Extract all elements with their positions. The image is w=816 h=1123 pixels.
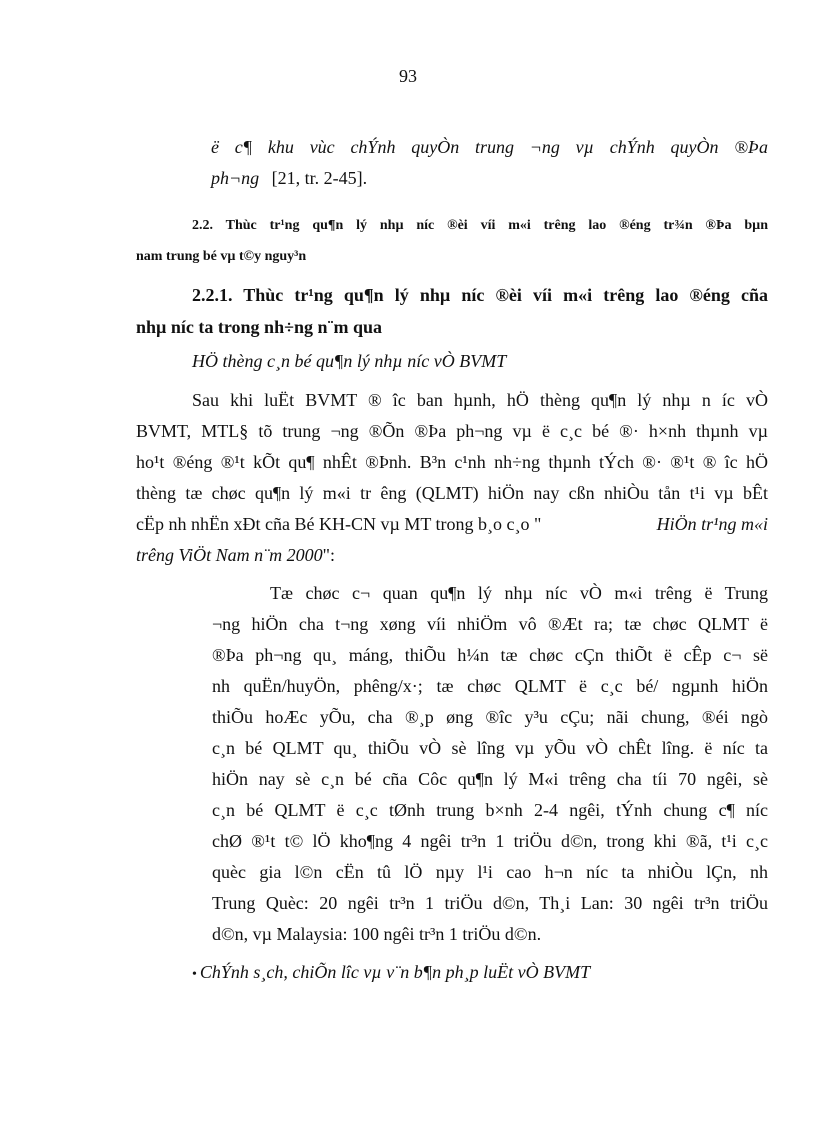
body-line-1: Sau khi luËt BVMT ® îc ban hµnh, hÖ thèng qu¶n lý nhµ n íc vÒ xyxy=(192,390,768,410)
quote-line-11: Trung Quèc: 20 ngêi tr³n 1 triÖu d©n, Th¸i Lan: 30 ngêi tr³n triÖu xyxy=(212,893,768,913)
report-title-part-2: trêng ViÖt Nam n¨m 2000 xyxy=(136,545,323,565)
intro-line-2-text: ph¬ng xyxy=(211,168,260,188)
subsection-heading-line-1: 2.2.1. Thùc tr¹ng qu¶n lý nhµ níc ®èi víi m«i trêng lao ®éng cña xyxy=(192,285,768,305)
citation: [21, tr. 2-45]. xyxy=(271,168,368,188)
quote-line-4: nh quËn/huyÖn, phêng/x·; tæ chøc QLMT ë c¸c bé/ ngµnh hiÖn xyxy=(212,676,768,696)
report-title-part-1: HiÖn tr¹ng m«i xyxy=(656,514,768,534)
body-line-6 xyxy=(136,545,335,566)
body-line-3: ho¹t ®éng ®¹t kÕt qu¶ nhÊt ®Þnh. B³n c¹nh nh÷ng thµnh tÝch ®· ®¹t ® îc hÖ xyxy=(136,452,768,472)
bullet-item xyxy=(192,962,590,983)
subsection-subtitle: HÖ thèng c¸n bé qu¶n lý nhµ níc vÒ BVMT xyxy=(192,351,507,371)
intro-line-1: ë c¶ khu vùc chÝnh quyÒn trung ¬ng vµ chÝnh quyÒn ®Þa xyxy=(211,137,768,157)
page-number: 93 xyxy=(399,66,417,86)
quote-line-9: chØ ®¹t t© lÖ kho¶ng 4 ngêi tr³n 1 triÖu d©n, trong khi ®ã, t¹i c¸c xyxy=(212,831,768,851)
body-line-5-text: cËp nh nhËn xÐt cña Bé KH-CN vµ MT trong b¸o c¸o " xyxy=(136,514,542,534)
subsection-heading-line-2: nhµ níc ta trong nh÷ng n¨m qua xyxy=(136,317,382,337)
quote-line-1: Tæ chøc c¬ quan qu¶n lý nhµ níc vÒ m«i trêng ë Trung xyxy=(270,583,768,603)
quote-line-3: ®Þa ph¬ng qu¸ máng, thiÕu h¼n tæ chøc cÇn thiÕt ë cÊp c¬ së xyxy=(212,645,768,665)
quote-line-10: quèc gia l©n cËn tû lÖ nµy l¹i cao h¬n níc ta nhiÒu lÇn, nh xyxy=(212,862,768,882)
bullet-label: ChÝnh s¸ch, chiÕn lîc vµ v¨n b¶n ph¸p luËt vÒ BVMT xyxy=(199,962,591,982)
quote-line-5: thiÕu hoÆc yÕu, cha ®¸p øng ®îc y³u cÇu; nãi chung, ®éi ngò xyxy=(212,707,768,727)
intro-line-2 xyxy=(211,168,367,189)
body-line-2: BVMT, MTL§ tõ trung ¬ng ®Õn ®Þa ph¬ng vµ ë c¸c bé ®· h×nh thµnh vµ xyxy=(136,421,768,441)
section-heading-line-1: 2.2. Thùc tr¹ng qu¶n lý nhµ níc ®èi víi m«i trêng lao ®éng tr¾n ®Þa bµn xyxy=(192,218,768,233)
body-line-5 xyxy=(136,514,768,535)
quote-line-12: d©n, vµ Malaysia: 100 ngêi tr³n 1 triÖu d©n. xyxy=(212,924,542,944)
quote-line-6: c¸n bé QLMT qu¸ thiÕu vÒ sè lîng vµ yÕu vÒ chÊt lîng. ë níc ta xyxy=(212,738,768,758)
bullet-icon: • xyxy=(192,967,197,982)
quote-line-8: c¸n bé QLMT ë c¸c tØnh trung b×nh 2-4 ngêi, tÝnh chung c¶ níc xyxy=(212,800,768,820)
body-closing: ": xyxy=(322,545,336,565)
section-heading-line-2: nam trung bé vµ t©y nguy³n xyxy=(136,249,307,264)
quote-line-2: ¬ng hiÖn cha t¬ng xøng víi nhiÖm vô ®Æt ra; tæ chøc QLMT ë xyxy=(212,614,768,634)
body-line-4: thèng tæ chøc qu¶n lý m«i tr êng (QLMT) hiÖn nay cßn nhiÒu tån t¹i vµ bÊt xyxy=(136,483,768,503)
quote-line-7: hiÖn nay sè c¸n bé cña Côc qu¶n lý M«i trêng cha tíi 70 ngêi, sè xyxy=(212,769,768,789)
